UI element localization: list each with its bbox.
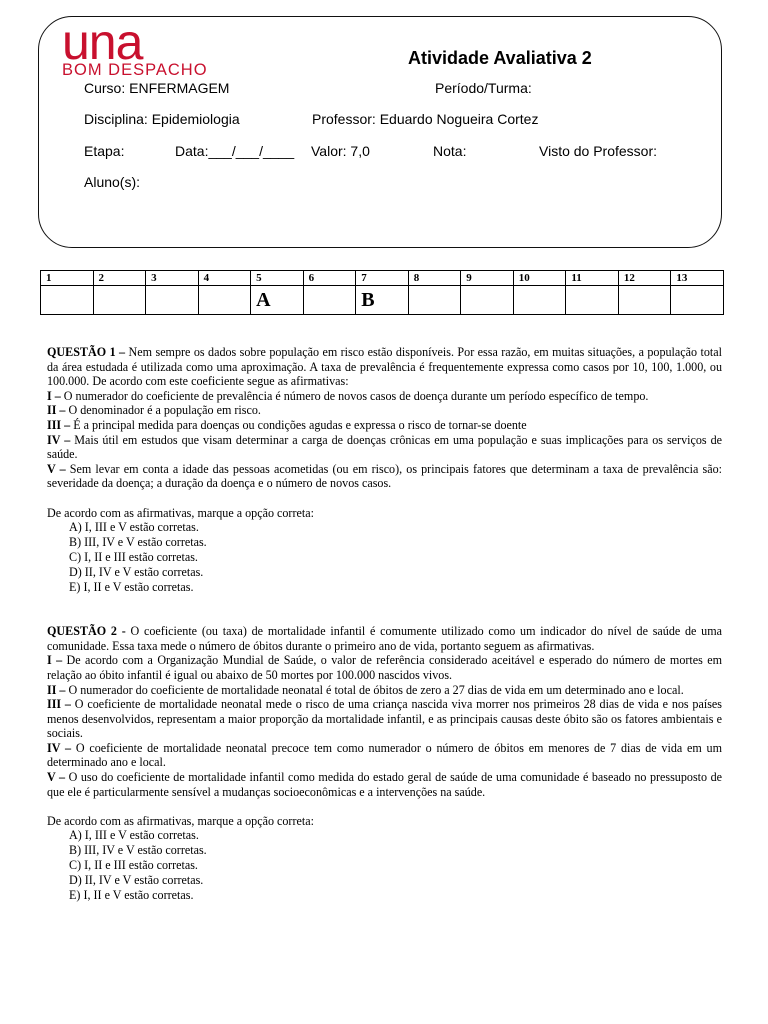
statement xyxy=(47,683,722,698)
answer-cell[interactable] xyxy=(303,286,356,315)
answer-cell[interactable]: B xyxy=(356,286,409,315)
statement-num: V – xyxy=(47,461,66,476)
grid-number: 7 xyxy=(356,271,409,286)
statement-text: De acordo com a Organização Mundial de Saúde, o valor de referência considerado aceitável e esperado do número de mortes em relação ao óbito infantil é igual ou abaixo de 50 mortes por 100.000 nascidos vivos. xyxy=(47,653,722,682)
statement-text: O coeficiente de mortalidade neonatal mede o risco de uma criança nascida viva morrer nos primeiros 28 dias de vida e nos países menos desenvolvidos, representam a maior proporção da mortalidade infantil, e as principais causas deste óbito são os fatores ambientais e sociais. xyxy=(47,697,722,741)
grid-number: 13 xyxy=(671,271,724,286)
answer-cell[interactable]: A xyxy=(251,286,304,315)
answer-option[interactable]: E) I, II e V estão corretas. xyxy=(69,580,194,595)
grid-number: 3 xyxy=(146,271,199,286)
visto-field: Visto do Professor: xyxy=(539,143,658,159)
answer-grid-answers xyxy=(41,286,724,315)
statement-text: O denominador é a população em risco. xyxy=(65,403,261,418)
grid-number: 6 xyxy=(303,271,356,286)
answer-option[interactable]: B) III, IV e V estão corretas. xyxy=(69,843,207,858)
valor-field: Valor: 7,0 xyxy=(311,143,370,159)
statement xyxy=(47,697,722,741)
question-1-intro xyxy=(47,345,722,389)
data-field: Data:___/___/____ xyxy=(175,143,295,159)
grid-number: 12 xyxy=(618,271,671,286)
grid-number: 9 xyxy=(461,271,514,286)
question-1-prompt: De acordo com as afirmativas, marque a opção correta: xyxy=(47,505,314,520)
statement-text: Mais útil em estudos que visam determinar a carga de doenças crônicas em uma população e suas implicações para os serviços de saúde. xyxy=(47,432,722,462)
question-2-prompt: De acordo com as afirmativas, marque a opção correta: xyxy=(47,813,314,828)
answer-option[interactable]: A) I, III e V estão corretas. xyxy=(69,828,199,843)
answer-cell[interactable] xyxy=(461,286,514,315)
grid-number: 5 xyxy=(251,271,304,286)
answer-option[interactable]: D) II, IV e V estão corretas. xyxy=(69,565,204,580)
answer-cell[interactable] xyxy=(408,286,461,315)
disciplina-field: Disciplina: Epidemiologia xyxy=(84,111,240,127)
statement xyxy=(47,770,722,799)
grid-number: 11 xyxy=(566,271,619,286)
statement-text: O coeficiente de mortalidade neonatal precoce tem como numerador o número de óbitos em menores de 7 dias de vida em um determinado ano e local. xyxy=(47,740,723,770)
statement-num: III – xyxy=(47,697,71,712)
question-2 xyxy=(47,624,722,903)
periodo-field: Período/Turma: xyxy=(435,80,532,96)
questions-body xyxy=(47,345,722,903)
statement xyxy=(47,462,722,491)
statement xyxy=(47,741,722,770)
professor-field: Professor: Eduardo Nogueira Cortez xyxy=(312,111,539,127)
grid-number: 2 xyxy=(93,271,146,286)
answer-cell[interactable] xyxy=(513,286,566,315)
answer-cell[interactable] xyxy=(93,286,146,315)
grid-number: 8 xyxy=(408,271,461,286)
answer-grid-numbers xyxy=(41,271,724,286)
statement-num: II – xyxy=(47,682,66,697)
answer-option[interactable]: D) II, IV e V estão corretas. xyxy=(69,873,204,888)
statement-num: II – xyxy=(47,403,66,418)
answer-grid xyxy=(40,270,724,315)
question-2-text: O coeficiente (ou taxa) de mortalidade infantil é comumente utilizado como um indicador do nível de saúde de uma comunidade. Essa taxa mede o número de óbitos durante o primeiro ano de vida, portanto seguem as afirmativas. xyxy=(47,624,722,653)
logo-brand: una xyxy=(62,14,143,70)
answer-cell[interactable] xyxy=(198,286,251,315)
answer-cell[interactable] xyxy=(566,286,619,315)
logo-subtitle: BOM DESPACHO xyxy=(62,61,208,79)
statement-text: O uso do coeficiente de mortalidade infantil como medida do estado geral de saúde de uma comunidade é baseado no pressuposto de que ele é particularmente sensível a mudanças socioeconômicas e a intervenções na saúde. xyxy=(47,770,722,799)
question-2-intro xyxy=(47,624,722,653)
statement-text: O numerador do coeficiente de prevalência é número de novos casos de doença durante um período específico de tempo. xyxy=(60,388,649,403)
answer-option[interactable]: B) III, IV e V estão corretas. xyxy=(69,535,207,550)
answer-cell[interactable] xyxy=(618,286,671,315)
answer-option[interactable]: C) I, II e III estão corretas. xyxy=(69,858,198,873)
statement xyxy=(47,389,722,404)
grid-number: 4 xyxy=(198,271,251,286)
page-title: Atividade Avaliativa 2 xyxy=(408,48,592,68)
statement-num: I – xyxy=(47,388,61,403)
statement xyxy=(47,418,722,433)
aluno-field: Aluno(s): xyxy=(84,174,141,190)
answer-option[interactable]: A) I, III e V estão corretas. xyxy=(69,520,199,535)
statement-num: III – xyxy=(47,417,71,432)
question-2-options xyxy=(47,828,722,903)
statement-num: V – xyxy=(47,770,66,785)
statement xyxy=(47,403,722,418)
question-1-options xyxy=(47,520,722,595)
question-2-label: QUESTÃO 2 - xyxy=(47,624,126,639)
statement-num: IV – xyxy=(47,432,71,447)
answer-cell[interactable] xyxy=(146,286,199,315)
statement-text: Sem levar em conta a idade das pessoas acometidas (ou em risco), os principais fatores que determinam a taxa de prevalência são: severidade da doença; a duração da doença e o número de novos casos. xyxy=(47,461,722,491)
statement xyxy=(47,433,722,462)
statement xyxy=(47,653,722,682)
answer-cell[interactable] xyxy=(41,286,94,315)
statement-num: I – xyxy=(47,653,63,668)
statement-num: IV – xyxy=(47,740,72,755)
grid-number: 10 xyxy=(513,271,566,286)
question-1-label: QUESTÃO 1 – xyxy=(47,345,126,359)
grid-number: 1 xyxy=(41,271,94,286)
etapa-field: Etapa: xyxy=(84,143,125,159)
answer-cell[interactable] xyxy=(671,286,724,315)
institution-logo xyxy=(62,14,208,79)
nota-field: Nota: xyxy=(433,143,467,159)
statement-text: O numerador do coeficiente de mortalidade neonatal é total de óbitos de zero a 27 dias de vida em um determinado ano e local. xyxy=(65,682,684,697)
curso-field: Curso: ENFERMAGEM xyxy=(84,80,230,96)
answer-option[interactable]: C) I, II e III estão corretas. xyxy=(69,550,198,565)
question-1 xyxy=(47,345,722,595)
statement-text: É a principal medida para doenças ou condições agudas e expressa o risco de tornar-se doente xyxy=(70,417,527,432)
question-1-text: Nem sempre os dados sobre população em risco estão disponíveis. Por essa razão, em muitas situações, a população total da área estudada é utilizada como uma aproximação. A taxa de prevalência é frequentemente expressa como casos por 10, 100, 1.000, ou 100.000. De acordo com este coeficiente segue as afirmativas: xyxy=(47,345,723,389)
answer-option[interactable]: E) I, II e V estão corretas. xyxy=(69,888,194,903)
